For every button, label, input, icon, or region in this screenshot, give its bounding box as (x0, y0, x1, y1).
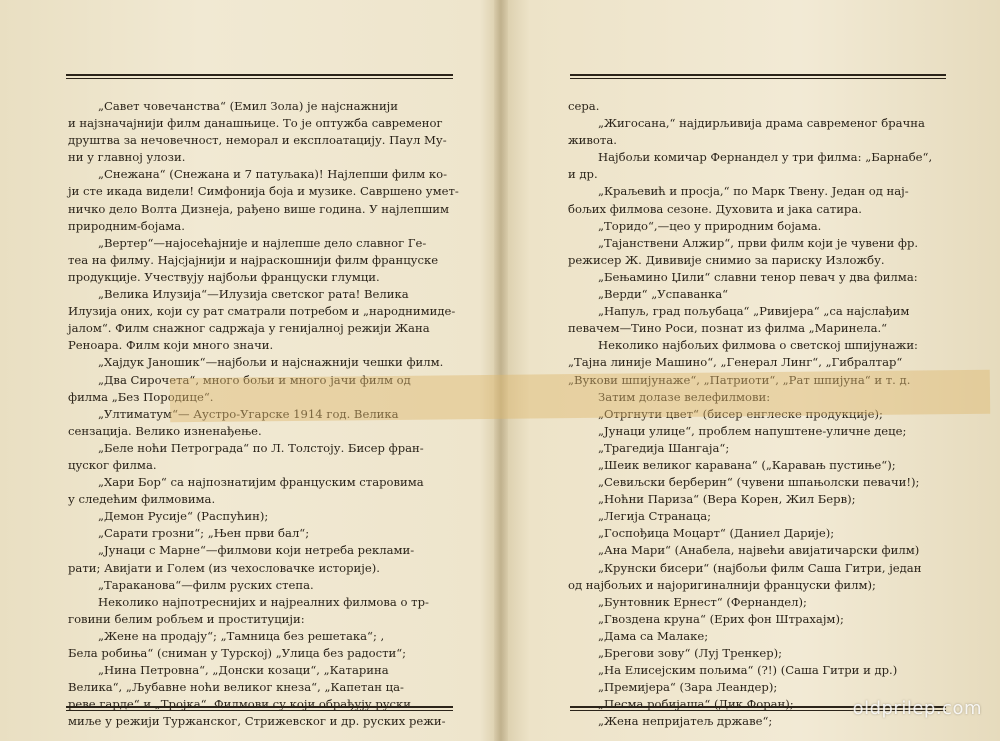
left-line: говини белим робљем и проституцији: (68, 611, 305, 626)
right-line: „Гвоздена круна“ (Ерих фон Штрахајм); (598, 611, 844, 626)
right-line: „Торидо“,—цео у природним бојама. (598, 218, 822, 233)
right-line: Најбољи комичар Фернандел у три филма: „Барнабе“, (598, 150, 933, 165)
right-line: „Верди“ „Успаванка“ (598, 287, 729, 302)
left-line: „Савет човечанства“ (Емил Зола) је најснажнији (98, 99, 398, 113)
right-line: „Бењамино Џили“ славни тенор певач у два филма: (598, 269, 918, 284)
right-line: „Песма робијаша“ (Дик Форан); (598, 697, 794, 712)
left-line: реве гарде“ и „Тројка“. Филмови су који обрађују руски (68, 697, 412, 712)
left-line: „Тараканова“—филм руских степа. (98, 577, 314, 592)
right-line: „Ана Мари“ (Анабела, највећи авијатичарски филм) (598, 543, 920, 558)
left-line: „Нина Петровна“, „Донски козаци“, „Катарина (98, 663, 389, 678)
left-line: и најзначајнији филм данашњице. То је оптужба савременог (68, 116, 443, 131)
left-line: „Жене на продају“; „Тамница без решетака“; , (98, 628, 385, 643)
left-line: друштва за нечовечност, неморал и експлоатацију. Паул Му- (68, 133, 447, 148)
right-line: „Госпођица Моцарт“ (Даниел Даријe); (598, 526, 835, 541)
left-line: Реноара. Филм који много значи. (68, 338, 274, 353)
left-line: у следећим филмовима. (68, 492, 216, 507)
right-line: „Крунски бисери“ (најбољи филм Саша Гитри, један (598, 560, 922, 575)
left-line: „Беле ноћи Петрограда“ по Л. Толстоју. Бисер фран- (98, 440, 424, 455)
right-line: „Брегови зову“ (Луј Тренкер); (598, 646, 783, 660)
adhesive-tape-strip (170, 370, 990, 423)
left-line: природним-бојама. (68, 218, 185, 233)
right-line: и др. (568, 167, 598, 182)
right-line: сера. (568, 99, 600, 113)
left-line: „Хари Бор“ са најпознатијим француским старовима (98, 475, 424, 490)
left-line: „Велика Илузија“—Илузија светског рата! Велика (98, 287, 409, 302)
right-line: од најбољих и најоригиналнији француски филм); (568, 577, 876, 592)
watermark: oldprilep.com (852, 698, 982, 719)
right-line: „На Елисејским пољима“ (?!) (Саша Гитри и др.) (598, 663, 898, 678)
right-line: „Тајанствени Алжир“, први филм који је чувени фр. (598, 235, 919, 250)
left-line: ничко дело Волта Дизнеја, рађено више година. У најлепшим (68, 201, 449, 216)
left-line: филма „Без Породице“. (68, 389, 214, 404)
right-line: Неколико најбољих филмова о светској шпијунажи: (598, 338, 918, 353)
right-line: бољих филмова сезоне. Духовита и јака сатира. (568, 201, 862, 216)
right-line: „Бунтовник Ернест“ (Фернандел); (598, 594, 807, 609)
page-fold (494, 0, 508, 741)
left-line: „Ултиматум“— Аустро-Угарске 1914 год. Велика (98, 406, 399, 421)
left-line: „Сарати грозни“; „Њен први бал“; (98, 526, 310, 541)
left-line: ји сте икада видели! Симфонија боја и музике. Савршено умет- (68, 184, 459, 199)
right-line: „Дама са Малаке; (598, 628, 709, 643)
right-line: „Шеик великог каравана“ („Каравањ пустиње“); (598, 457, 896, 472)
right-top-rule (570, 74, 946, 79)
left-line: „Вертер“—најосећајније и најлепше дело славног Ге- (98, 235, 427, 250)
left-line: „Јунаци с Марне“—филмови који нетреба реклами- (98, 543, 415, 558)
right-line: „Премијера“ (Зара Леандер); (598, 680, 778, 695)
left-line: цуског филма. (68, 457, 157, 472)
right-line: „Напуљ, град пољубаца“ „Ривијера“ „са најслађим (598, 304, 910, 319)
left-line: „Снежана“ (Снежана и 7 патуљака)! Најлепши филм ко- (98, 167, 448, 182)
right-line: „Краљевић и просја,“ по Марк Твену. Један од нај- (598, 184, 909, 199)
left-line: Бела робиња“ (сниман у Турској) „Улица без радости“; (68, 646, 407, 660)
left-line: теа на филму. Најсјајнији и најраскошнији филм француске (68, 252, 439, 267)
left-line: „Демон Русије“ (Распућин); (98, 509, 269, 524)
right-line: „Жигосана,“ најдирљивија драма савременог брачна (598, 116, 925, 131)
right-line: „Вукови шпијунаже“, „Патриоти“, „Рат шпијуна“ и т. д. (568, 372, 911, 387)
right-line: „Севиљски берберин“ (чувени шпањолски певачи!); (598, 475, 920, 490)
right-line: „Жена непријатељ државе“; (598, 714, 773, 729)
left-line: „Два Сирочета“, много бољи и много јачи филм од (98, 372, 411, 387)
left-line: ни у главној улози. (68, 150, 186, 165)
right-line: живота. (568, 133, 617, 148)
left-line: „Хајдук Јаношик“—најбољи и најснажнији чешки филм. (98, 355, 444, 370)
left-line: Неколико најпотреснијих и најреалних филмова о тр- (98, 594, 429, 609)
right-line: „Отргнути цвет“ (бисер енглеске продукције); (598, 406, 883, 421)
right-line: „Легија Странаца; (598, 509, 712, 524)
left-line: рати; Авијати и Голем (из чехословачке историје). (68, 560, 380, 575)
right-line: Затим долазе велефилмови: (598, 389, 771, 404)
left-line: продукције. Учествују најбољи француски глумци. (68, 269, 380, 284)
left-top-rule (66, 74, 453, 79)
left-line: сензација. Велико изненађење. (68, 423, 262, 438)
right-line: „Трагедија Шангаја“; (598, 440, 730, 455)
left-line: Илузија оних, који су рат сматрали потребом и „народнимиде- (68, 304, 456, 319)
left-line: Велика“, „Љубавне ноћи великог кнеза“, „Капетан ца- (68, 680, 404, 695)
right-line: „Јунаци улице“, проблем напуштене-уличне деце; (598, 423, 907, 438)
left-line: миље у режији Туржанског, Стрижевског и др. руских режи- (68, 714, 446, 729)
right-line: режисер Ж. Дививије снимио за париску Изложбу. (568, 252, 885, 267)
right-line: „Тајна линије Машино“, „Генерал Линг“, „Гибралтар“ (568, 355, 903, 370)
left-line: јалом“. Филм снажног садржаја у генијалној режији Жана (68, 321, 430, 336)
right-line: „Ноћни Париза“ (Вера Корен, Жил Берв); (598, 492, 856, 507)
right-line: певачем—Тино Роси, познат из филма „Маринела.“ (568, 321, 888, 336)
